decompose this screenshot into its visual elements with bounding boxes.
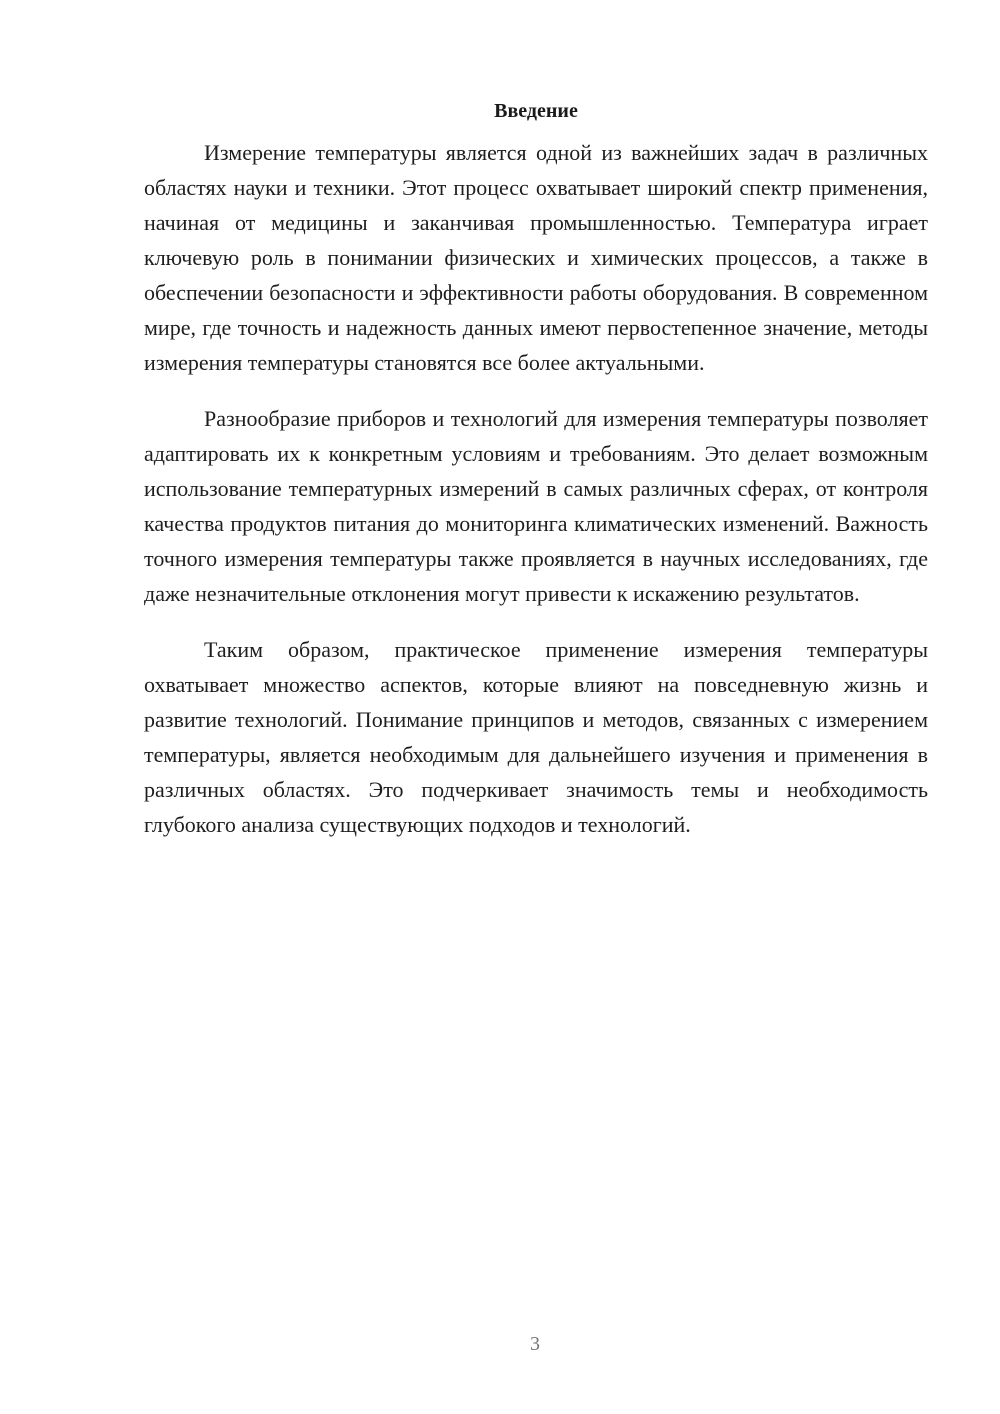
- page-content: [144, 94, 928, 842]
- page-number: 3: [530, 1333, 540, 1355]
- section-heading: Введение: [494, 100, 578, 122]
- paragraph-1: Измерение температуры является одной из важнейших задач в различных областях науки и техники. Этот процесс охватывает широкий спектр применения, начиная от медицины и заканчивая промышленностью. Температура играет ключевую роль в понимании физических и химических процессов, а также в обеспечении безопасности и эффективности работы оборудования. В современном мире, где точность и надежность данных имеют первостепенное значение, методы измерения температуры становятся все более актуальными.: [144, 140, 928, 375]
- paragraph-3: Таким образом, практическое применение измерения температуры охватывает множество аспектов, которые влияют на повседневную жизнь и развитие технологий. Понимание принципов и методов, связанных с измерением температуры, является необходимым для дальнейшего изучения и применения в различных областях. Это подчеркивает значимость темы и необходимость глубокого анализа существующих подходов и технологий.: [144, 637, 928, 837]
- paragraph-2: Разнообразие приборов и технологий для измерения температуры позволяет адаптировать их к конкретным условиям и требованиям. Это делает возможным использование температурных измерений в самых различных сферах, от контроля качества продуктов питания до мониторинга климатических изменений. Важность точного измерения температуры также проявляется в научных исследованиях, где даже незначительные отклонения могут привести к искажению результатов.: [144, 406, 928, 606]
